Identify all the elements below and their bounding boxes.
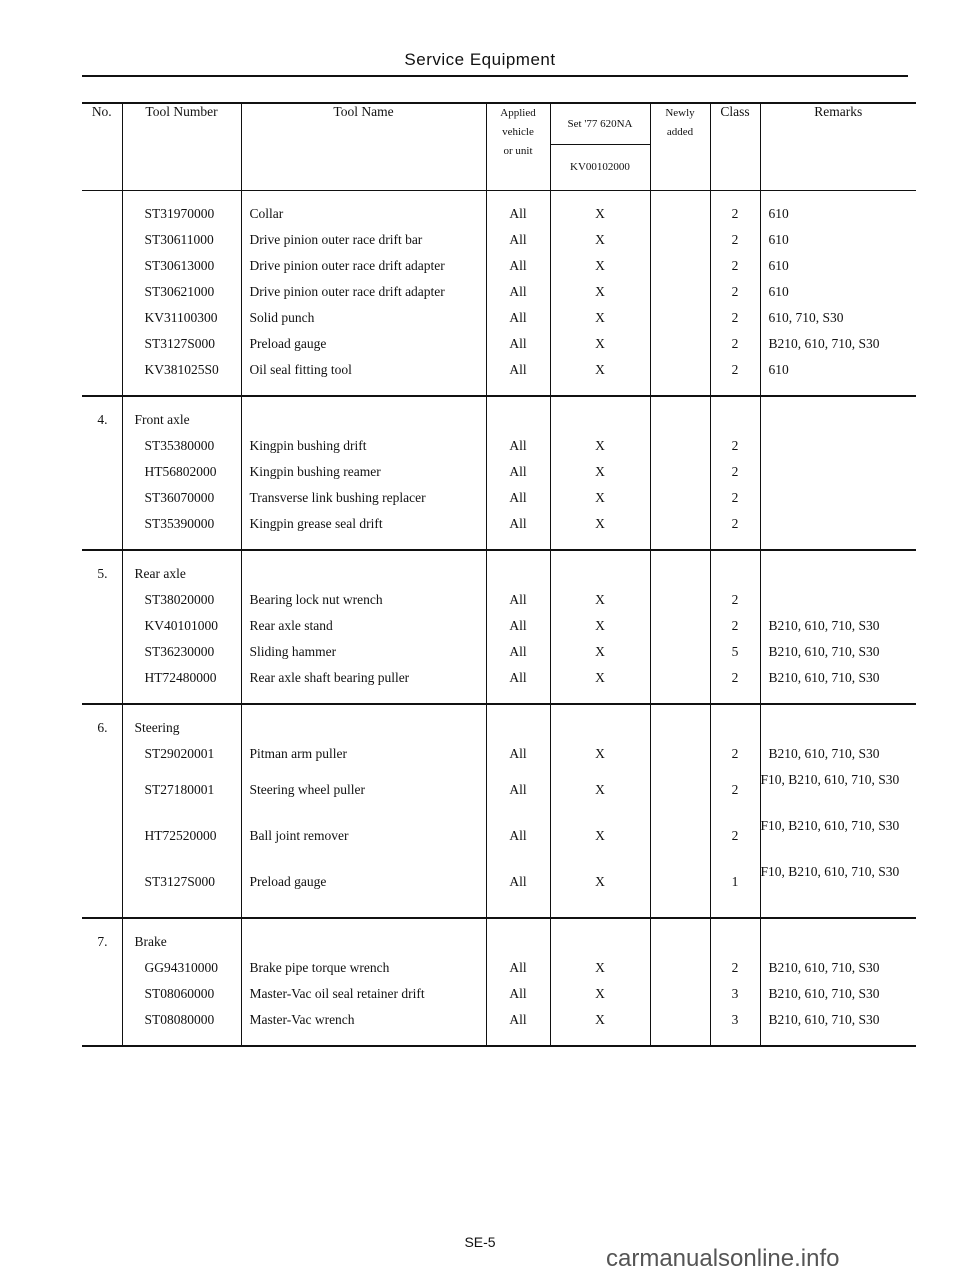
set-mark: X [595,258,605,273]
applied-cell [486,550,550,704]
table-header-row [82,103,916,191]
remarks-cell [760,918,916,1046]
tool-name: Master-Vac wrench [249,1012,355,1027]
tool-name: Rear axle stand [249,618,333,633]
remarks-value [761,459,917,485]
applied-value: All [509,516,527,531]
applied-value: All [509,986,527,1001]
tool-number: ST08060000 [144,986,215,1001]
class-value: 2 [731,670,739,685]
header-remarks [760,103,916,191]
tool-number-cell [122,396,241,550]
group-no-cell [82,918,122,1046]
set-mark: X [595,986,605,1001]
tool-name: Pitman arm puller [249,746,347,761]
tool-number-cell [122,550,241,704]
class-value: 3 [731,1012,739,1027]
group-steering [82,704,916,918]
applied-value: All [509,618,527,633]
tool-number: ST3127S000 [144,336,216,351]
remarks-value [761,433,917,459]
class-value: 2 [731,618,739,633]
group-number: 6. [97,720,108,735]
tool-number: HT72480000 [144,670,217,685]
set-mark: X [595,438,605,453]
class-value: 2 [731,258,739,273]
group-no-cell [82,396,122,550]
class-value: 2 [731,284,739,299]
remarks-value [761,587,917,613]
set-mark: X [595,284,605,299]
applied-value: All [509,284,527,299]
set-mark: X [595,874,605,889]
header-newly-line2: added [666,126,694,138]
tool-number: KV40101000 [144,618,218,633]
tool-name: Kingpin bushing reamer [249,464,381,479]
group-number: 7. [97,934,108,949]
header-set-line1: Set '77 620NA [551,104,650,145]
set-mark: X [595,310,605,325]
header-applied-line3: or unit [503,145,533,157]
remarks-value: 610, 710, S30 [768,310,844,325]
set-cell [550,191,650,397]
applied-value: All [509,960,527,975]
header-newly-line1: Newly [665,107,695,119]
header-remarks-label: Remarks [814,104,863,119]
remarks-value [761,511,917,537]
group-number: 4. [97,412,108,427]
remarks-value: 610 [768,206,789,221]
tool-number: ST29020001 [144,746,215,761]
remarks-value: 610 [768,284,789,299]
class-value: 2 [731,828,739,843]
set-mark: X [595,206,605,221]
set-mark: X [595,362,605,377]
group-row [82,918,916,1046]
remarks-value: B210, 610, 710, S30 [768,336,880,351]
class-value: 1 [731,874,739,889]
section-title: Steering [134,720,180,735]
tool-number: ST35380000 [144,438,215,453]
header-tool-name [241,103,486,191]
applied-value: All [509,258,527,273]
tool-number: KV381025S0 [144,362,219,377]
class-value: 2 [731,310,739,325]
applied-value: All [509,232,527,247]
header-class-label: Class [720,104,750,119]
class-value: 5 [731,644,739,659]
remarks-cell [760,396,916,550]
newly-added-cell [650,918,710,1046]
set-mark: X [595,464,605,479]
set-mark: X [595,782,605,797]
class-cell [710,918,760,1046]
remarks-value: B210, 610, 710, S30 [768,644,880,659]
remarks-cell [760,191,916,397]
applied-value: All [509,828,527,843]
header-set-line2: KV00102000 [570,160,630,173]
tool-number: ST35390000 [144,516,215,531]
class-cell [710,396,760,550]
applied-value: All [509,490,527,505]
tool-name: Steering wheel puller [249,782,365,797]
set-mark: X [595,746,605,761]
tool-number: GG94310000 [144,960,218,975]
tool-name: Oil seal fitting tool [249,362,352,377]
group-front-axle [82,396,916,550]
tool-name: Preload gauge [249,336,327,351]
class-value: 2 [731,336,739,351]
class-value: 2 [731,960,739,975]
group-brake [82,918,916,1046]
group-rear-axle [82,550,916,704]
tool-number: ST36230000 [144,644,215,659]
tool-number: ST38020000 [144,592,215,607]
newly-added-cell [650,191,710,397]
remarks-value: F10, B210, 610, 710, S30 [760,772,900,787]
header-applied-line1: Applied [500,107,536,119]
set-mark: X [595,670,605,685]
tool-number: HT72520000 [144,828,217,843]
tool-number-cell [122,918,241,1046]
newly-added-cell [650,704,710,918]
tool-number: ST36070000 [144,490,215,505]
tool-number: ST3127S000 [144,874,216,889]
applied-value: All [509,592,527,607]
class-cell [710,704,760,918]
tool-name: Brake pipe torque wrench [249,960,390,975]
applied-value: All [509,310,527,325]
remarks-cell [760,550,916,704]
tool-name-cell [241,918,486,1046]
set-mark: X [595,644,605,659]
remarks-cell [760,704,916,918]
group-no-cell [82,550,122,704]
tool-name: Drive pinion outer race drift adapter [249,284,445,299]
header-applied-line2: vehicle [502,126,534,138]
page-title: Service Equipment [404,50,556,69]
set-mark: X [595,516,605,531]
tool-name-cell [241,550,486,704]
tool-number: ST27180001 [144,782,215,797]
service-equipment-table [82,102,916,1047]
applied-cell [486,191,550,397]
applied-value: All [509,362,527,377]
group-row [82,396,916,550]
set-cell [550,550,650,704]
class-value: 2 [731,438,739,453]
header-tool-number [122,103,241,191]
tool-number: KV31100300 [144,310,218,325]
tool-name: Bearing lock nut wrench [249,592,383,607]
header-tool-number-label: Tool Number [145,104,218,119]
remarks-value: B210, 610, 710, S30 [768,670,880,685]
header-class [710,103,760,191]
set-mark: X [595,828,605,843]
tool-name-cell [241,396,486,550]
set-mark: X [595,1012,605,1027]
tool-name: Ball joint remover [249,828,349,843]
header-newly-added [650,103,710,191]
tool-name: Master-Vac oil seal retainer drift [249,986,425,1001]
header-tool-name-label: Tool Name [333,104,394,119]
applied-value: All [509,336,527,351]
header-applied [486,103,550,191]
remarks-value: F10, B210, 610, 710, S30 [760,818,900,833]
group-row [82,704,916,918]
applied-cell [486,396,550,550]
tool-number-cell [122,191,241,397]
tool-name: Kingpin grease seal drift [249,516,383,531]
group-number: 5. [97,566,108,581]
class-cell [710,550,760,704]
tool-name: Solid punch [249,310,315,325]
group-no-cell [82,191,122,397]
remarks-value [761,485,917,511]
applied-cell [486,704,550,918]
newly-added-cell [650,550,710,704]
watermark-text: carmanualsonline.info [606,1245,840,1272]
applied-value: All [509,644,527,659]
tool-number: ST08080000 [144,1012,215,1027]
newly-added-cell [650,396,710,550]
tool-number: ST31970000 [144,206,215,221]
tool-number-cell [122,704,241,918]
group-no-cell [82,704,122,918]
group-row [82,191,916,397]
tool-name: Drive pinion outer race drift adapter [249,258,445,273]
remarks-value: B210, 610, 710, S30 [768,746,880,761]
tool-number: ST30621000 [144,284,215,299]
class-value: 2 [731,490,739,505]
title-rule [82,75,908,77]
applied-value: All [509,438,527,453]
set-mark: X [595,490,605,505]
tool-number: ST30613000 [144,258,215,273]
set-mark: X [595,592,605,607]
header-no [82,103,122,191]
group-continued [82,191,916,397]
tool-name: Sliding hammer [249,644,337,659]
remarks-value: B210, 610, 710, S30 [768,618,880,633]
tool-number: ST30611000 [144,232,214,247]
tool-name: Preload gauge [249,874,327,889]
group-row [82,550,916,704]
class-value: 2 [731,592,739,607]
tool-number: HT56802000 [144,464,217,479]
page-number: SE-5 [464,1234,496,1250]
remarks-value: B210, 610, 710, S30 [768,1012,880,1027]
applied-value: All [509,1012,527,1027]
class-value: 2 [731,746,739,761]
class-value: 2 [731,362,739,377]
class-value: 2 [731,232,739,247]
tool-name-cell [241,704,486,918]
section-title: Rear axle [134,566,186,581]
class-value: 3 [731,986,739,1001]
tool-name: Drive pinion outer race drift bar [249,232,423,247]
section-title: Brake [134,934,167,949]
class-value: 2 [731,516,739,531]
applied-value: All [509,670,527,685]
class-value: 2 [731,782,739,797]
remarks-value: 610 [768,362,789,377]
remarks-value: F10, B210, 610, 710, S30 [760,864,900,879]
tool-name: Kingpin bushing drift [249,438,367,453]
remarks-value: 610 [768,232,789,247]
set-cell [550,704,650,918]
remarks-value: 610 [768,258,789,273]
set-mark: X [595,336,605,351]
remarks-value: B210, 610, 710, S30 [768,960,880,975]
applied-value: All [509,746,527,761]
header-no-label: No. [91,104,112,119]
class-value: 2 [731,206,739,221]
applied-value: All [509,874,527,889]
header-set [550,103,650,191]
applied-cell [486,918,550,1046]
applied-value: All [509,782,527,797]
set-mark: X [595,960,605,975]
section-title: Front axle [134,412,190,427]
tool-name: Collar [249,206,284,221]
set-cell [550,918,650,1046]
tool-name: Rear axle shaft bearing puller [249,670,410,685]
applied-value: All [509,206,527,221]
set-cell [550,396,650,550]
tool-name: Transverse link bushing replacer [249,490,426,505]
class-cell [710,191,760,397]
class-value: 2 [731,464,739,479]
remarks-value: B210, 610, 710, S30 [768,986,880,1001]
set-mark: X [595,232,605,247]
applied-value: All [509,464,527,479]
tool-name-cell [241,191,486,397]
set-mark: X [595,618,605,633]
